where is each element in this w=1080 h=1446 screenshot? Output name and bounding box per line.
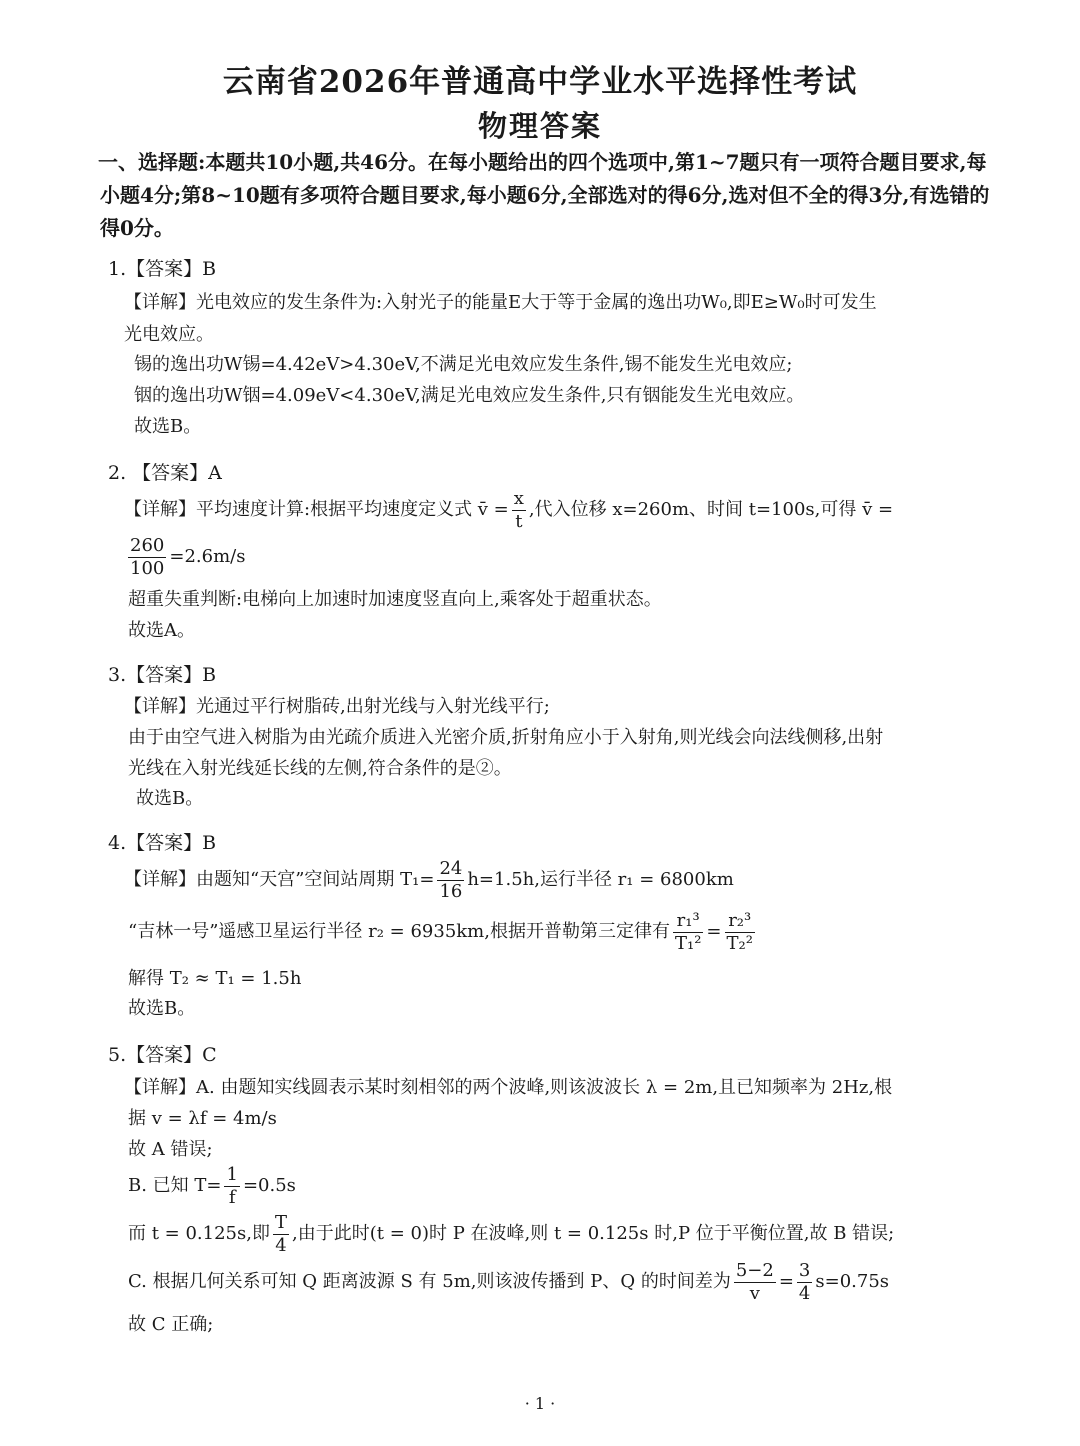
q1-detail-line3: 锡的逸出功W锡=4.42eV>4.30eV,不满足光电效应发生条件,锡不能发生光电效应; xyxy=(134,354,793,375)
fraction-numerator: 260 xyxy=(130,534,165,556)
page-title: 云南省2026年普通高中学业水平选择性考试 xyxy=(222,64,858,100)
q4-text-b: h=1.5h,运行半径 r₁ = 6800km xyxy=(467,869,734,890)
q2-answer: 2. 【答案】A xyxy=(108,462,222,484)
q4-detail-line4: 故选B。 xyxy=(128,998,196,1019)
page-number: · 1 · xyxy=(524,1394,556,1413)
q2-detail-line1 xyxy=(124,488,893,532)
q1-answer: 1.【答案】B xyxy=(108,258,217,280)
q5-detail-line7: 故 C 正确; xyxy=(128,1314,214,1335)
fraction-numerator: 1 xyxy=(226,1163,238,1185)
q3-detail-line4: 故选B。 xyxy=(136,788,204,809)
q5-text-d-result: s=0.75s xyxy=(815,1271,890,1292)
fraction-numerator: T xyxy=(274,1211,287,1233)
q1-detail-line1: 【详解】光电效应的发生条件为:入射光子的能量E大于等于金属的逸出功W₀,即E≥W₀时可发生 xyxy=(124,292,877,313)
q4-detail-line2 xyxy=(128,910,758,954)
q3-detail-line1: 【详解】光通过平行树脂砖,出射光线与入射光线平行; xyxy=(124,696,550,717)
q5-text-d-prefix: C. 根据几何关系可知 Q 距离波源 S 有 5m,则该波传播到 P、Q 的时间差为 xyxy=(128,1271,731,1292)
section-intro: 一、选择题:本题共10小题,共46分。在每小题给出的四个选项中,第1~7题只有一项符合题目要求,每小题4分;第8~10题有多项符合题目要求,每小题6分,全部选对的得6分,选对但不全的得3分,有选错的得0分。 xyxy=(98,150,990,240)
q4-fraction-24-over-16 xyxy=(437,857,464,902)
q5-detail-line1: 【详解】A. 由题知实线圆表示某时刻相邻的两个波峰,则该波波长 λ = 2m,且已知频率为 2Hz,根 xyxy=(124,1077,893,1098)
q4-detail-line3: 解得 T₂ ≈ T₁ = 1.5h xyxy=(128,968,302,989)
fraction-denominator: 4 xyxy=(798,1282,811,1304)
q2-detail-line2 xyxy=(128,535,245,579)
q4-answer: 4.【答案】B xyxy=(108,832,217,854)
q4-fraction-r2-cubed-over-T2-squared xyxy=(725,909,755,954)
q2-fraction-260-over-100 xyxy=(128,534,166,579)
q2-result: =2.6m/s xyxy=(169,546,246,567)
fraction-denominator: 16 xyxy=(439,880,463,902)
fraction-denominator: 4 xyxy=(275,1234,287,1256)
q5-detail-line4 xyxy=(128,1164,296,1208)
q5-text-c-rest: ,由于此时(t = 0)时 P 在波峰,则 t = 0.125s 时,P 位于平衡位置,故 B 错误; xyxy=(292,1223,895,1244)
fraction-denominator: 100 xyxy=(130,557,165,579)
q3-detail-line3: 光线在入射光线延长线的左侧,符合条件的是②。 xyxy=(128,758,512,779)
q4-detail-line1 xyxy=(124,858,734,902)
fraction-numerator: 5−2 xyxy=(735,1259,774,1281)
fraction-denominator: f xyxy=(228,1186,236,1208)
fraction-denominator: t xyxy=(515,510,523,532)
fraction-numerator: 3 xyxy=(798,1259,811,1281)
fraction-numerator: r₁³ xyxy=(673,912,703,933)
q2-text-a: 【详解】平均速度计算:根据平均速度定义式 v̄ = xyxy=(124,499,509,520)
q1-detail-line5: 故选B。 xyxy=(134,416,202,437)
q4-fraction-r1-cubed-over-T1-squared xyxy=(673,909,703,954)
q5-text-b-prefix: B. 已知 T= xyxy=(128,1175,222,1196)
fraction-denominator: T₁² xyxy=(674,932,702,954)
fraction-numerator: r₂³ xyxy=(725,912,755,933)
q2-detail-line4: 故选A。 xyxy=(128,620,195,641)
q5-fraction-5-minus-2-over-v xyxy=(734,1259,776,1304)
q1-detail-line2: 光电效应。 xyxy=(124,324,214,345)
q5-fraction-3-over-4 xyxy=(797,1259,812,1304)
equals-sign: = xyxy=(706,921,722,942)
q1-detail-line4: 铟的逸出功W铟=4.09eV<4.30eV,满足光电效应发生条件,只有铟能发生光电效应。 xyxy=(134,385,805,406)
q5-detail-line3: 故 A 错误; xyxy=(128,1139,213,1160)
q5-fraction-T-over-4 xyxy=(273,1211,289,1256)
q4-text-a: 【详解】由题知“天宫”空间站周期 T₁= xyxy=(124,869,435,890)
equals-sign: = xyxy=(778,1271,794,1292)
fraction-numerator: 24 xyxy=(439,857,463,879)
fraction-denominator: T₂² xyxy=(726,932,753,954)
q3-answer: 3.【答案】B xyxy=(108,664,217,686)
q2-fraction-x-over-t xyxy=(512,487,526,532)
q5-detail-line2: 据 v = λf = 4m/s xyxy=(128,1108,277,1129)
q5-text-c-prefix: 而 t = 0.125s,即 xyxy=(128,1223,270,1244)
fraction-numerator: x xyxy=(513,487,524,509)
q2-detail-line3: 超重失重判断:电梯向上加速时加速度竖直向上,乘客处于超重状态。 xyxy=(128,589,662,610)
q5-fraction-1-over-f xyxy=(224,1163,239,1208)
q3-detail-line2: 由于由空气进入树脂为由光疏介质进入光密介质,折射角应小于入射角,则光线会向法线侧移,出射 xyxy=(128,727,884,748)
q5-answer: 5.【答案】C xyxy=(108,1044,217,1066)
q5-text-b-result: =0.5s xyxy=(242,1175,296,1196)
q4-text-c: “吉林一号”遥感卫星运行半径 r₂ = 6935km,根据开普勒第三定律有 xyxy=(128,921,670,942)
q5-detail-line6 xyxy=(128,1260,889,1304)
fraction-denominator: v xyxy=(749,1282,760,1304)
q5-detail-line5 xyxy=(128,1212,894,1256)
page-subtitle: 物理答案 xyxy=(477,109,602,143)
q2-text-b: ,代入位移 x=260m、时间 t=100s,可得 v̄ = xyxy=(528,499,894,520)
